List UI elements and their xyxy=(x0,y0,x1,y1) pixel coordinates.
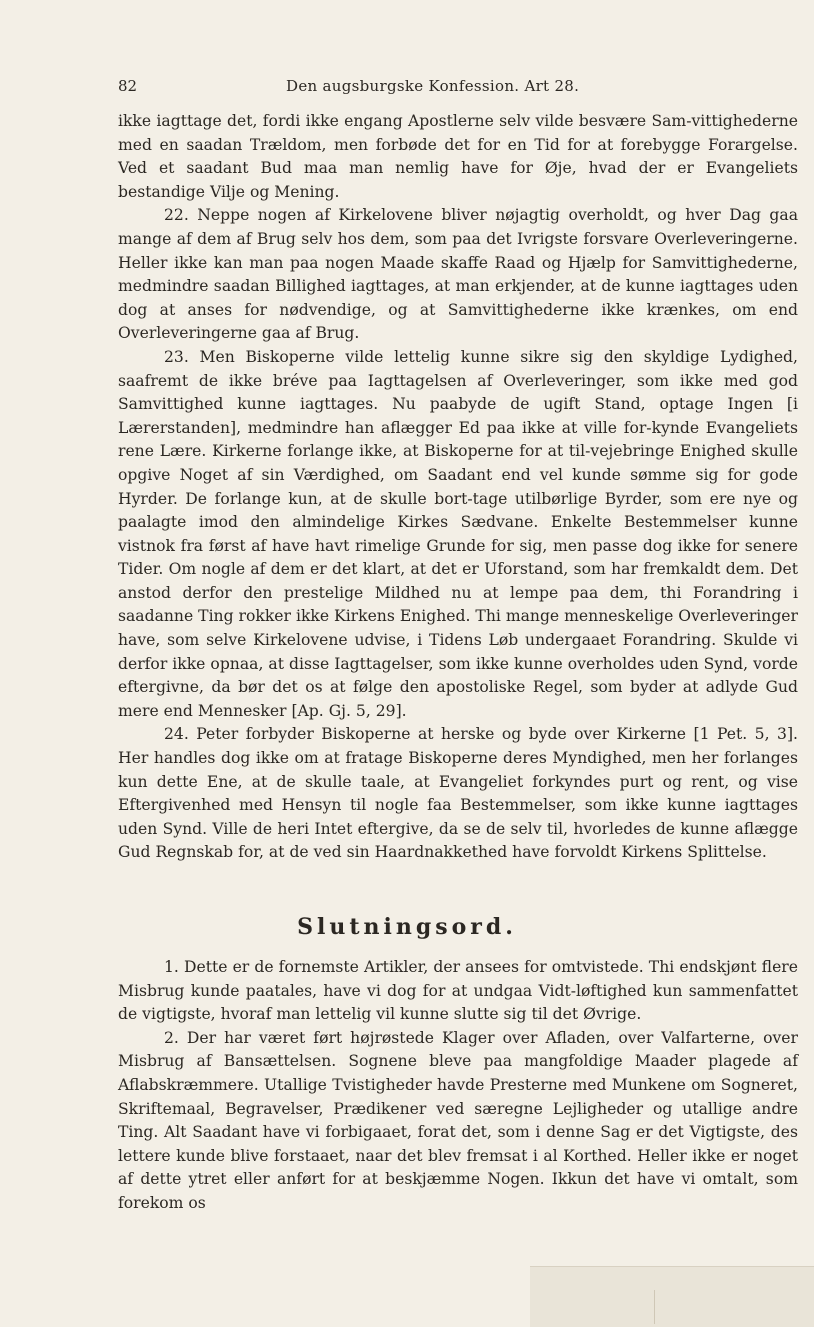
scan-fold-line xyxy=(654,1290,655,1324)
paragraph-23: 23. Men Biskoperne vilde lettelig kunne sikre sig den skyldige Lydighed, saafremt de ikke bréve paa Iagttagelsen af Overleveringer, som ikke med god Samvittighed kunne iagttages. Nu paabyde de ugift Stand, optage Ingen [i Lærerstanden], medmindre han aflægger Ed paa ikke at ville for-kynde Evangeliets rene Lære. Kirkerne forlange ikke, at Biskoperne for at til-vejebringe Enighed skulle opgive Noget af sin Værdighed, om Saadant end vel kunde sømme sig for gode Hyrder. De forlange kun, at de skulle bort-tage utilbørlige Byrder, som ere nye og paalagte imod den almindelige Kirkes Sædvane. Enkelte Bestemmelser kunne vistnok fra først af have havt rimelige Grunde for sig, men passe dog ikke for senere Tider. Om nogle af dem er det klart, at det er Uforstand, som har fremkaldt dem. Det anstod derfor den prestelige Mildhed nu at lempe paa dem, thi Forandring i saadanne Ting rokker ikke Kirkens Enighed. Thi mange menneskelige Overleveringer have, som selve Kirkelovene udvise, i Tidens Løb undergaaet Forandring. Skulde vi derfor ikke opnaa, at disse Iagttagelser, som ikke kunne overholdes uden Synd, vorde eftergivne, da bør det os at følge den apostoliske Regel, som byder at adlyde Gud mere end Mennesker [Ap. Gj. 5, 29]. xyxy=(118,347,798,720)
scan-page-edge xyxy=(530,1266,814,1327)
page-header xyxy=(118,74,798,98)
main-text xyxy=(118,110,798,865)
running-title: Den augsburgske Konfession. Art 28. xyxy=(286,77,580,95)
closing-paragraph-2: 2. Der har været ført højrøstede Klager over Afladen, over Valfarterne, over Misbrug af Bansættelsen. Sognene bleve paa mangfoldige Maader plagede af Aflabskræmmere. Utallige Tvistigheder havde Presterne med Munkene om Sogneret, Skriftemaal, Begravelser, Prædikener ved særegne Lejligheder og utallige andre Ting. Alt Saadant have vi forbigaaet, forat det, som i denne Sag er det Vigtigste, des lettere kunde blive forstaaet, naar det blev fremsat i al Korthed. Heller ikke er noget af dette ytret eller anført for at beskjæmme Nogen. Ikkun det have vi omtalt, som forekom os xyxy=(118,1028,798,1212)
section-heading: Slutningsord. xyxy=(297,914,517,940)
page-number: 82 xyxy=(118,77,138,95)
paragraph-continuation: ikke iagttage det, fordi ikke engang Apostlerne selv vilde besvære Sam-vittighederne med en saadan Trældom, men forbøde det for en Tid for at forebygge Forargelse. Ved et saadant Bud maa man nemlig have for Øje, hvad der er Evangeliets bestandige Vilje og Mening. xyxy=(118,112,798,201)
closing-paragraph-1: 1. Dette er de fornemste Artikler, der ansees for omtvistede. Thi endskjønt flere Misbrug kunde paatales, have vi dog for at undgaa Vidt-løftighed kun sammenfattet de vigtigste, hvoraf man lettelig vil kunne slutte sig til det Øvrige. xyxy=(118,958,798,1024)
paragraph-22: 22. Neppe nogen af Kirkelovene bliver nøjagtig overholdt, og hver Dag gaa mange af dem af Brug selv hos dem, som paa det Ivrigste forsvare Overleveringerne. Heller ikke kan man paa nogen Maade skaffe Raad og Hjælp for Samvittighederne, medmindre saadan Billighed iagttages, at man erkjender, at de kunne iagttages uden dog at anses for nødvendige, og at Samvittighederne ikke krænkes, om end Overleveringerne gaa af Brug. xyxy=(118,206,798,343)
closing-text xyxy=(118,956,798,1216)
paragraph-24: 24. Peter forbyder Biskoperne at herske og byde over Kirkerne [1 Pet. 5, 3]. Her handles dog ikke om at fratage Biskoperne deres Myndighed, men her forlanges kun dette Ene, at de skulle taale, at Evangeliet forkyndes purt og rent, og vise Eftergivenhed med Hensyn til nogle faa Bestemmelser, som ikke kunne iagttages uden Synd. Ville de heri Intet eftergive, da se de selv til, hvorledes de kunne aflægge Gud Regnskab for, at de ved sin Haardnakkethed have forvoldt Kirkens Splittelse. xyxy=(118,725,798,862)
